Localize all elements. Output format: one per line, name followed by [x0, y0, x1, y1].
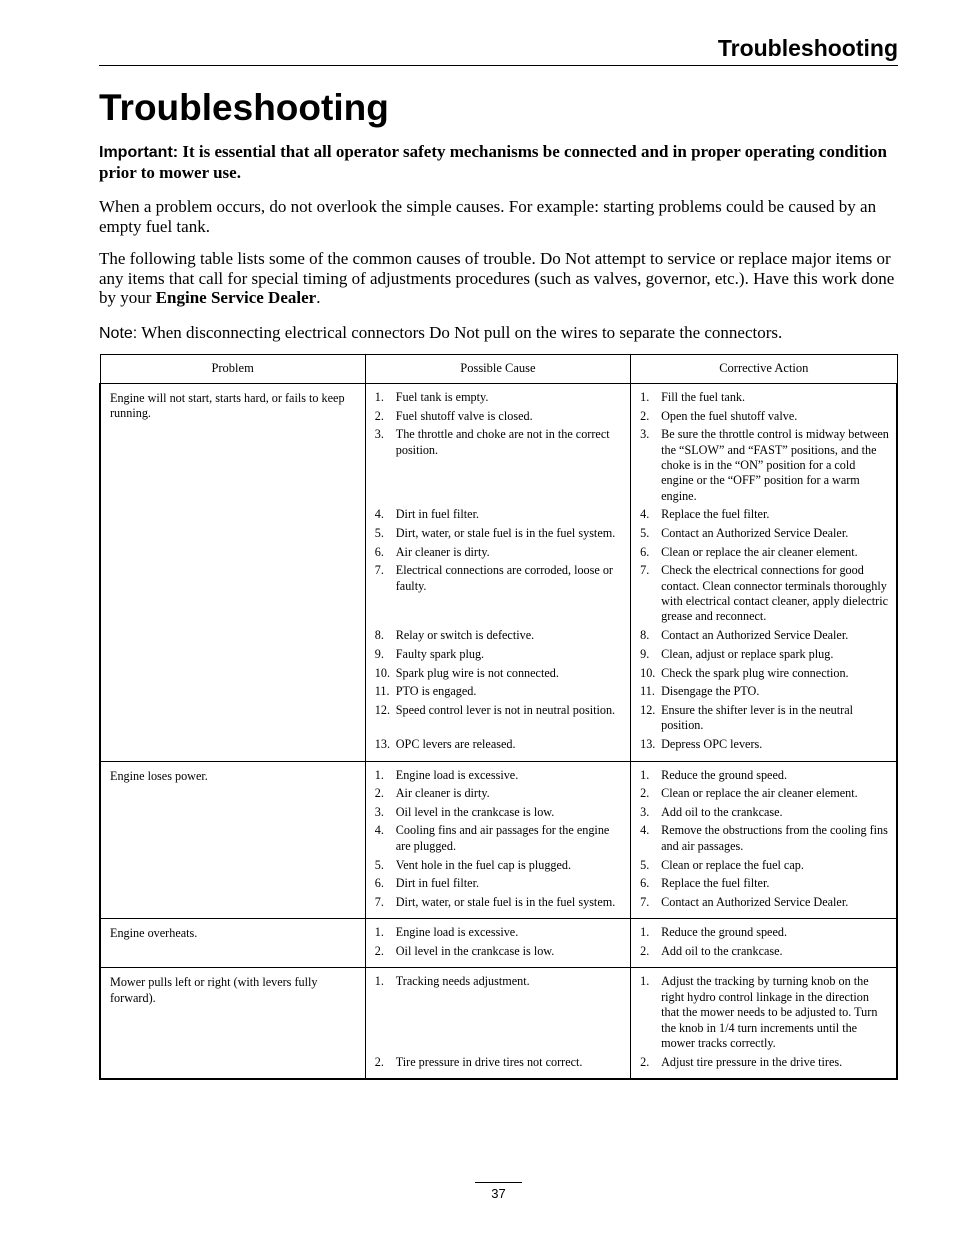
note-label: Note:	[99, 325, 138, 342]
cause-item-number: 13.	[374, 736, 390, 751]
cause-item-number: 2.	[374, 408, 384, 423]
cause-item-text: Tracking needs adjustment.	[395, 974, 530, 989]
cause-item	[375, 628, 624, 643]
action-item-text: Clean, adjust or replace spark plug.	[661, 646, 834, 661]
cause-item-text: Dirt in fuel filter.	[395, 507, 480, 522]
problem-cell: Engine will not start, starts hard, or fails to keep running.	[100, 384, 365, 762]
action-item	[640, 703, 890, 734]
problem-cell: Mower pulls left or right (with levers fully forward).	[100, 968, 365, 1079]
cause-item	[375, 666, 624, 681]
cause-item-text: Air cleaner is dirty.	[395, 786, 490, 801]
column-header-action: Corrective Action	[631, 355, 897, 384]
cause-item-text: Oil level in the crankcase is low.	[395, 943, 555, 958]
table-row	[100, 384, 897, 762]
action-item	[640, 545, 890, 560]
action-item-text: Reduce the ground speed.	[661, 767, 788, 782]
action-item	[640, 737, 890, 752]
action-cell	[631, 761, 897, 919]
action-item-number: 6.	[640, 876, 650, 891]
action-item-number: 13.	[640, 736, 656, 751]
cause-item	[375, 409, 624, 424]
page-title: Troubleshooting	[99, 87, 389, 128]
action-item-text: Clean or replace the air cleaner element.	[661, 544, 858, 559]
action-item-text: Ensure the shifter lever is in the neutral position.	[661, 702, 853, 733]
cause-item-text: Spark plug wire is not connected.	[395, 665, 559, 680]
action-item	[640, 684, 890, 699]
cause-item	[375, 684, 624, 699]
cause-item-number: 5.	[374, 525, 384, 540]
intro-paragraph: When a problem occurs, do not overlook the simple causes. For example: starting problems could be caused by an empty fuel tank.	[99, 197, 877, 236]
cause-item-number: 9.	[374, 646, 384, 661]
action-item-text: Contact an Authorized Service Dealer.	[661, 628, 849, 643]
troubleshooting-table	[99, 354, 898, 1080]
action-item-number: 5.	[640, 526, 650, 540]
action-item-number: 2.	[640, 943, 650, 958]
action-cell	[631, 919, 897, 968]
action-item-number: 1.	[640, 767, 650, 782]
action-item-number: 1.	[640, 925, 650, 940]
action-item-number: 11.	[640, 684, 655, 699]
cause-item	[375, 768, 624, 783]
cause-item-text: Engine load is excessive.	[395, 767, 519, 782]
cause-item-number: 2.	[374, 943, 384, 958]
cause-item-number: 12.	[374, 702, 390, 717]
action-item-number: 10.	[640, 665, 656, 680]
cause-item-number: 8.	[374, 628, 384, 643]
cause-item	[375, 805, 624, 820]
action-item-text: Clean or replace the fuel cap.	[661, 857, 804, 872]
service-paragraph-text: The following table lists some of the common causes of trouble. Do Not attempt to service or replace major items or any items that call for special timing of adjustments procedures (such as valves, governor, etc.). Have this work done by your	[99, 249, 895, 307]
cause-item	[375, 427, 624, 504]
cause-item	[375, 507, 624, 522]
action-item	[640, 427, 890, 504]
action-item-number: 3.	[640, 804, 650, 819]
cause-item-number: 3.	[374, 427, 384, 442]
action-item	[640, 858, 890, 873]
cause-item	[375, 526, 624, 541]
cause-item-text: Fuel tank is empty.	[395, 390, 489, 404]
table-header-row	[100, 355, 897, 384]
cause-item	[375, 1055, 624, 1070]
action-item-text: Adjust tire pressure in the drive tires.	[661, 1054, 843, 1069]
action-item	[640, 786, 890, 801]
cause-cell	[365, 761, 630, 919]
cause-item-text: Dirt in fuel filter.	[395, 876, 480, 891]
service-paragraph-end: .	[316, 288, 321, 307]
cause-item-number: 10.	[374, 665, 390, 680]
action-item-text: Replace the fuel filter.	[661, 507, 770, 522]
cause-item-number: 3.	[374, 804, 384, 819]
action-item-text: Check the electrical connections for good contact. Clean connector terminals thoroughly with electrical contact cleaner, apply dielectric grease and reconnect.	[661, 563, 888, 624]
section-title: Troubleshooting	[717, 35, 898, 61]
action-item-text: Reduce the ground speed.	[661, 925, 788, 940]
cause-item-number: 2.	[374, 786, 384, 801]
action-item	[640, 876, 890, 891]
action-item-text: Disengage the PTO.	[661, 684, 760, 699]
cause-cell	[365, 968, 630, 1079]
cause-item-text: Oil level in the crankcase is low.	[395, 804, 555, 819]
cause-item-text: Air cleaner is dirty.	[395, 544, 490, 559]
cause-item-text: OPC levers are released.	[395, 736, 516, 751]
action-item-text: Add oil to the crankcase.	[661, 804, 783, 819]
action-item	[640, 409, 890, 424]
problem-cell: Engine overheats.	[100, 919, 365, 968]
action-item-number: 4.	[640, 823, 650, 838]
table-row	[100, 968, 897, 1079]
important-text: It is essential that all operator safety mechanisms be connected and in proper operating condition prior to mower use.	[99, 142, 887, 182]
action-item	[640, 526, 890, 541]
action-item-number: 2.	[640, 1054, 650, 1069]
cause-item	[375, 974, 624, 1051]
cause-item	[375, 858, 624, 873]
action-cell	[631, 968, 897, 1079]
service-paragraph	[99, 249, 898, 308]
cause-item-number: 7.	[374, 563, 384, 578]
action-item	[640, 974, 890, 1051]
cause-item-number: 6.	[374, 544, 384, 559]
action-item	[640, 1055, 890, 1070]
cause-item-number: 7.	[374, 894, 384, 909]
action-item-number: 9.	[640, 646, 650, 661]
action-item-number: 6.	[640, 544, 650, 559]
action-item-number: 1.	[640, 974, 650, 989]
action-list	[640, 390, 890, 752]
cause-item-number: 11.	[374, 684, 390, 699]
action-item	[640, 628, 890, 643]
engine-service-dealer: Engine Service Dealer	[155, 288, 317, 307]
cause-item-text: Cooling fins and air passages for the engine are plugged.	[395, 823, 610, 853]
cause-item	[375, 390, 624, 405]
page-number: 37	[475, 1182, 522, 1201]
cause-item-number: 2.	[374, 1054, 384, 1069]
cause-cell	[365, 919, 630, 968]
cause-item-number: 4.	[374, 823, 384, 838]
action-item-text: Fill the fuel tank.	[661, 390, 746, 404]
cause-list	[375, 925, 624, 959]
action-item-number: 3.	[640, 427, 650, 442]
note-paragraph	[99, 323, 898, 344]
cause-list	[375, 768, 624, 911]
action-item	[640, 647, 890, 662]
cause-item-text: Dirt, water, or stale fuel is in the fuel system.	[395, 525, 616, 540]
action-item-text: Adjust the tracking by turning knob on the right hydro control linkage in the direction that the mower needs to be adjusted to. Turn the knob in 1/4 turn increments until the mower tracks correctly.	[661, 974, 878, 1051]
cause-item-text: Dirt, water, or stale fuel is in the fuel system.	[395, 894, 616, 909]
action-cell	[631, 384, 897, 762]
important-label: Important:	[99, 144, 179, 161]
column-header-problem: Problem	[100, 355, 365, 384]
cause-cell	[365, 384, 630, 762]
cause-item	[375, 545, 624, 560]
cause-item-text: Fuel shutoff valve is closed.	[395, 408, 533, 423]
action-item-text: Open the fuel shutoff valve.	[661, 408, 798, 423]
cause-list	[375, 390, 624, 752]
cause-item-text: PTO is engaged.	[395, 684, 477, 699]
cause-item-number: 6.	[374, 876, 384, 891]
action-item-number: 1.	[640, 390, 650, 404]
important-paragraph	[99, 142, 898, 182]
action-item	[640, 390, 890, 405]
cause-item-number: 1.	[374, 974, 384, 989]
cause-item	[375, 876, 624, 891]
action-item-text: Be sure the throttle control is midway between the “SLOW” and “FAST” positions, and the choke is in the “ON” position for a cold engine or the “OFF” position for a warm engine.	[661, 427, 889, 503]
table-row	[100, 919, 897, 968]
action-item	[640, 805, 890, 820]
action-item-text: Check the spark plug wire connection.	[661, 665, 849, 680]
cause-item	[375, 823, 624, 854]
cause-item-number: 1.	[374, 925, 384, 940]
action-item-text: Clean or replace the air cleaner element.	[661, 786, 858, 801]
cause-item-text: Speed control lever is not in neutral position.	[395, 702, 616, 717]
running-head	[99, 32, 898, 66]
cause-item-text: The throttle and choke are not in the correct position.	[395, 427, 610, 457]
action-item	[640, 563, 890, 625]
action-item	[640, 925, 890, 940]
cause-item-text: Vent hole in the fuel cap is plugged.	[395, 857, 572, 872]
cause-list	[375, 974, 624, 1070]
cause-item	[375, 944, 624, 959]
action-item-number: 2.	[640, 786, 650, 801]
action-item-text: Replace the fuel filter.	[661, 876, 770, 891]
cause-item-number: 4.	[374, 507, 384, 522]
cause-item-text: Engine load is excessive.	[395, 925, 519, 940]
cause-item	[375, 647, 624, 662]
action-item	[640, 768, 890, 783]
cause-item-text: Relay or switch is defective.	[395, 628, 535, 643]
action-item	[640, 507, 890, 522]
action-item-number: 4.	[640, 507, 650, 522]
column-header-cause: Possible Cause	[365, 355, 630, 384]
action-item	[640, 666, 890, 681]
note-text: When disconnecting electrical connectors Do Not pull on the wires to separate the connectors.	[141, 323, 783, 342]
table-row	[100, 761, 897, 919]
action-item-number: 7.	[640, 894, 650, 909]
action-item-text: Remove the obstructions from the cooling fins and air passages.	[661, 823, 888, 853]
action-item	[640, 944, 890, 959]
cause-item	[375, 703, 624, 734]
action-item-number: 2.	[640, 408, 650, 423]
action-list	[640, 768, 890, 911]
problem-cell: Engine loses power.	[100, 761, 365, 919]
action-list	[640, 974, 890, 1070]
cause-item-number: 5.	[374, 857, 384, 872]
cause-item	[375, 563, 624, 625]
cause-item-text: Faulty spark plug.	[395, 646, 485, 661]
cause-item-text: Tire pressure in drive tires not correct.	[395, 1054, 583, 1069]
action-item-number: 7.	[640, 563, 650, 578]
action-item-text: Add oil to the crankcase.	[661, 943, 783, 958]
action-item	[640, 895, 890, 910]
action-item-number: 8.	[640, 628, 650, 643]
action-list	[640, 925, 890, 959]
action-item-text: Depress OPC levers.	[661, 736, 763, 751]
action-item-number: 12.	[640, 702, 656, 717]
cause-item-number: 1.	[374, 390, 384, 404]
action-item	[640, 823, 890, 854]
cause-item-text: Electrical connections are corroded, loose or faulty.	[395, 563, 613, 593]
cause-item	[375, 925, 624, 940]
cause-item	[375, 786, 624, 801]
cause-item	[375, 895, 624, 910]
action-item-number: 5.	[640, 857, 650, 872]
cause-item-number: 1.	[374, 767, 384, 782]
cause-item	[375, 737, 624, 752]
action-item-text: Contact an Authorized Service Dealer.	[661, 894, 849, 909]
action-item-text: Contact an Authorized Service Dealer.	[661, 526, 849, 540]
